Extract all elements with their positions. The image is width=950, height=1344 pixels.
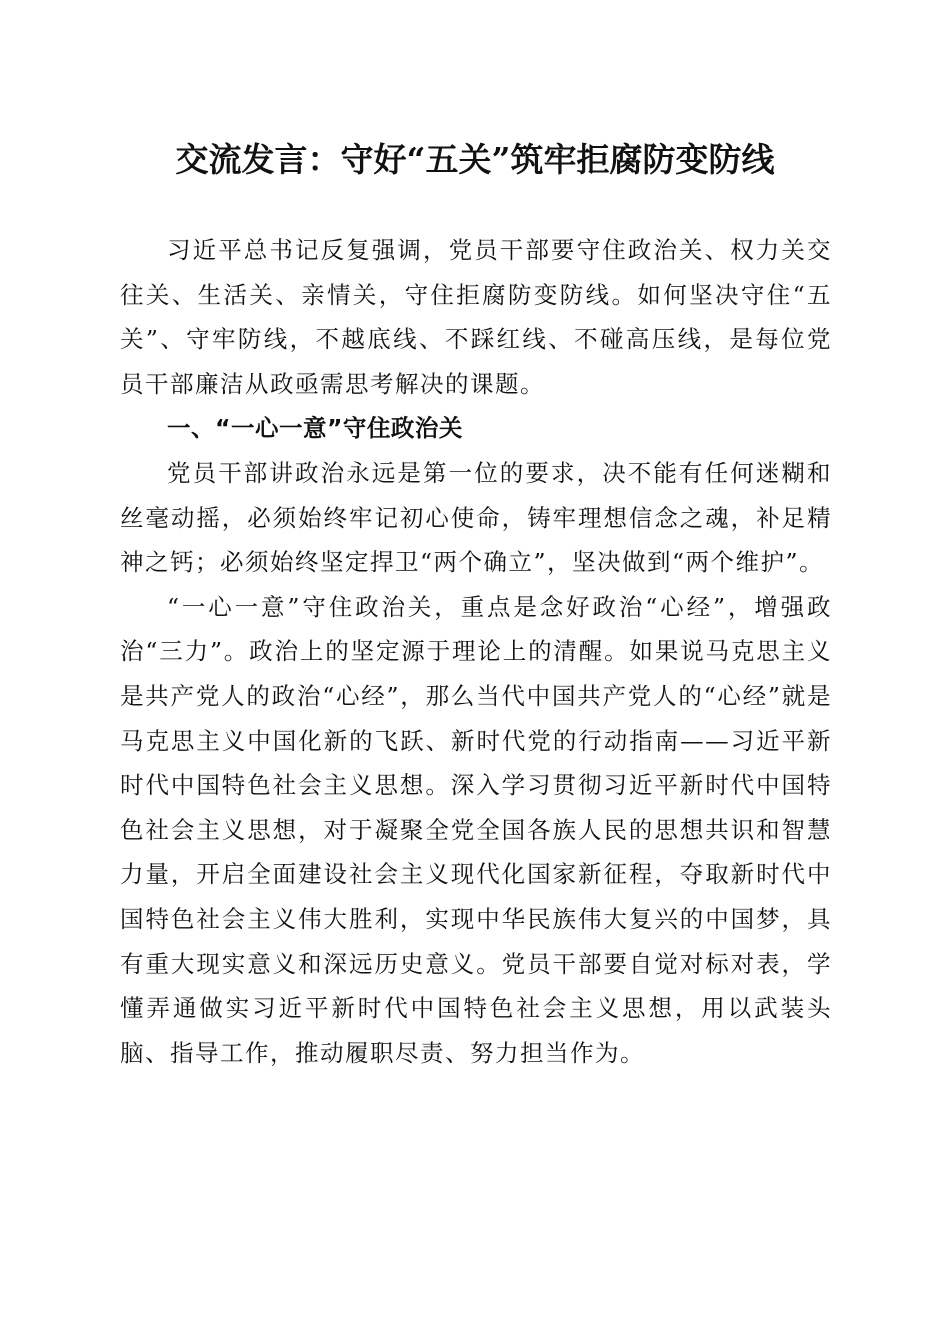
- body-paragraph: 党员干部讲政治永远是第一位的要求，决不能有任何迷糊和丝毫动摇，必须始终牢记初心使命，铸牢理想信念之魂，补足精神之钙；必须始终坚定捍卫“两个确立”，坚决做到“两个维护”。: [120, 458, 832, 577]
- document-title: 交流发言：守好“五关”筑牢拒腐防变防线: [175, 140, 775, 179]
- document-body: [120, 228, 832, 1075]
- section-heading-political: 一、“一心一意”守住政治关: [167, 414, 463, 443]
- body-paragraph: “一心一意”守住政治关，重点是念好政治“心经”，增强政治“三力”。政治上的坚定源于理论上的清醒。如果说马克思主义是共产党人的政治“心经”，那么当代中国共产党人的“心经”就是马克思主义中国化新的飞跃、新时代党的行动指南——习近平新时代中国特色社会主义思想。深入学习贯彻习近平新时代中国特色社会主义思想，对于凝聚全党全国各族人民的思想共识和智慧力量，开启全面建设社会主义现代化国家新征程，夺取新时代中国特色社会主义伟大胜利，实现中华民族伟大复兴的中国梦，具有重大现实意义和深远历史意义。党员干部要自觉对标对表，学懂弄通做实习近平新时代中国特色社会主义思想，用以武装头脑、指导工作，推动履职尽责、努力担当作为。: [120, 592, 832, 1067]
- intro-paragraph: 习近平总书记反复强调，党员干部要守住政治关、权力关交往关、生活关、亲情关，守住拒腐防变防线。如何坚决守住“五关”、守牢防线，不越底线、不踩红线、不碰高压线，是每位党员干部廉洁从政亟需思考解决的课题。: [120, 236, 832, 398]
